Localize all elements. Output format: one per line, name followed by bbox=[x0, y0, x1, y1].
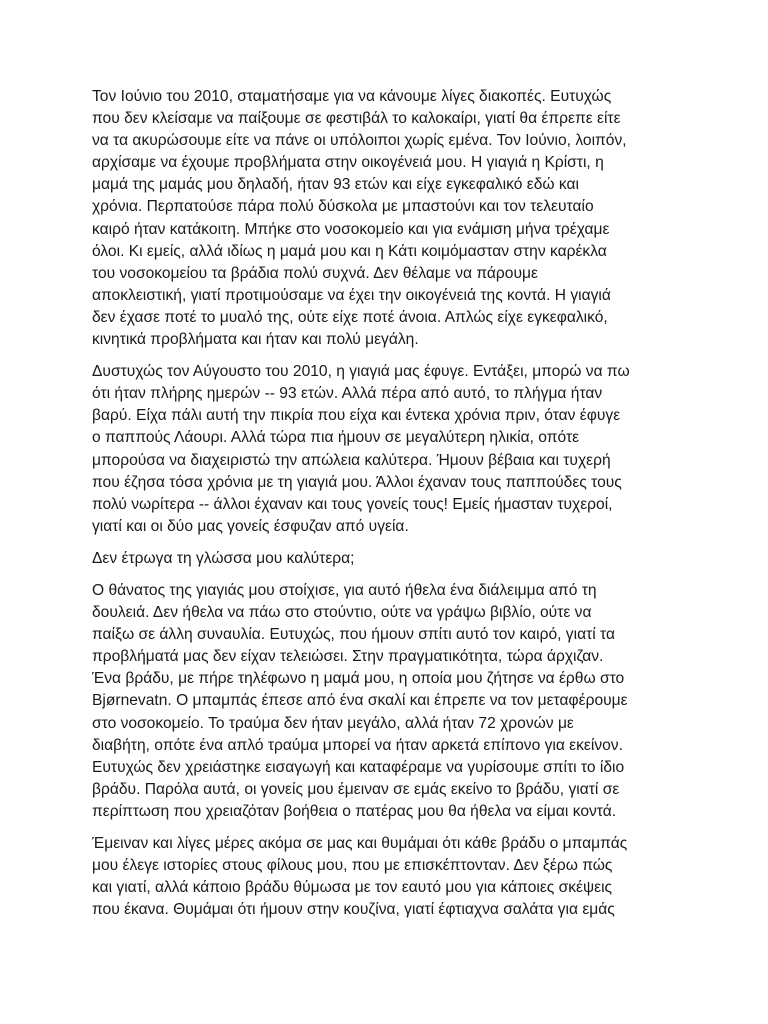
text-line: Ένα βράδυ, με πήρε τηλέφωνο η μαμά μου, η οποία μου ζήτησε να έρθω στο bbox=[92, 670, 625, 688]
text-line: καιρό ήταν κατάκοιτη. Μπήκε στο νοσοκομείο και για ενάμιση μήνα τρέχαμε bbox=[92, 220, 610, 238]
text-line: μαμά της μαμάς μου δηλαδή, ήταν 93 ετών και είχε εγκεφαλικό εδώ και bbox=[92, 176, 579, 194]
text-line: μου έλεγε ιστορίες στους φίλους μου, που με επισκέπτονταν. Δεν ξέρω πώς bbox=[92, 857, 613, 875]
text-line: που έζησα τόσα χρόνια με τη γιαγιά μου. Άλλοι έχαναν τους παππούδες τους bbox=[92, 473, 622, 491]
text-line: που δεν κλείσαμε να παίξουμε σε φεστιβάλ το καλοκαίρι, γιατί θα έπρεπε είτε bbox=[92, 110, 621, 128]
text-line: Τον Ιούνιο του 2010, σταματήσαμε για να κάνουμε λίγες διακοπές. Ευτυχώς bbox=[92, 88, 612, 105]
paragraph bbox=[92, 548, 682, 570]
text-line: περίπτωση που χρειαζόταν βοήθεια ο πατέρας μου θα ήθελα να είμαι κοντά. bbox=[92, 802, 617, 820]
text-line: βαρύ. Είχα πάλι αυτή την πικρία που είχα και έντεκα χρόνια πριν, όταν έφυγε bbox=[92, 407, 621, 425]
text-line: πολύ νωρίτερα -- άλλοι έχαναν και τους γονείς τους! Εμείς ήμασταν τυχεροί, bbox=[92, 495, 613, 513]
text-line: κινητικά προβλήματα και ήταν και πολύ μεγάλη. bbox=[92, 331, 419, 349]
text-line: βράδυ. Παρόλα αυτά, οι γονείς μου έμειναν σε εμάς εκείνο το βράδυ, γιατί σε bbox=[92, 780, 620, 798]
text-line: γιατί και οι δύο μας γονείς έσφυζαν από υγεία. bbox=[92, 517, 409, 535]
text-line: Bjørnevatn. Ο μπαμπάς έπεσε από ένα σκαλί και έπρεπε να τον μεταφέρουμε bbox=[92, 692, 628, 710]
paragraph bbox=[92, 580, 682, 823]
text-line: στο νοσοκομείο. Το τραύμα δεν ήταν μεγάλο, αλλά ήταν 72 χρονών με bbox=[92, 714, 574, 732]
text-line: να τα ακυρώσουμε είτε να πάνε οι υπόλοιποι χωρίς εμένα. Τον Ιούνιο, λοιπόν, bbox=[92, 132, 627, 150]
text-line: δουλειά. Δεν ήθελα να πάω στο στούντιο, ούτε να γράψω βιβλίο, ούτε να bbox=[92, 604, 592, 622]
text-line: Έμειναν και λίγες μέρες ακόμα σε μας και θυμάμαι ότι κάθε βράδυ ο μπαμπάς bbox=[92, 835, 628, 852]
text-line: παίξω σε άλλη συναυλία. Ευτυχώς, που ήμουν σπίτι αυτό τον καιρό, γιατί τα bbox=[92, 626, 615, 644]
text-line: αρχίσαμε να έχουμε προβλήματα στην οικογένειά μου. Η γιαγιά η Κρίστι, η bbox=[92, 154, 604, 172]
text-line: του νοσοκομείου τα βράδια πολύ συχνά. Δεν θέλαμε να πάρουμε bbox=[92, 264, 538, 282]
text-line: μπορούσα να διαχειριστώ την απώλεια καλύτερα. Ήμουν βέβαια και τυχερή bbox=[92, 451, 611, 469]
text-line: ο παππούς Λάουρι. Αλλά τώρα πια ήμουν σε μεγαλύτερη ηλικία, οπότε bbox=[92, 429, 580, 447]
text-line: που έκανα. Θυμάμαι ότι ήμουν στην κουζίνα, γιατί έφτιαχνα σαλάτα για εμάς bbox=[92, 901, 615, 919]
text-line: προβλήματά μας δεν είχαν τελειώσει. Στην πραγματικότητα, τώρα άρχιζαν. bbox=[92, 648, 604, 666]
text-line: και γιατί, αλλά κάποιο βράδυ θύμωσα με τον εαυτό μου για κάποιες σκέψεις bbox=[92, 879, 613, 897]
text-line: δεν έχασε ποτέ το μυαλό της, ούτε είχε ποτέ άνοια. Απλώς είχε εγκεφαλικό, bbox=[92, 308, 608, 326]
text-line: Ο θάνατος της γιαγιάς μου στοίχισε, για αυτό ήθελα ένα διάλειμμα από τη bbox=[92, 581, 597, 599]
text-line: χρόνια. Περπατούσε πάρα πολύ δύσκολα με μπαστούνι και τον τελευταίο bbox=[92, 198, 594, 216]
text-line: διαβήτη, οπότε ένα απλό τραύμα μπορεί να ήταν αρκετά επίπονο για εκείνον. bbox=[92, 736, 623, 754]
text-line: ότι ήταν πλήρης ημερών -- 93 ετών. Αλλά πέρα από αυτό, το πλήγμα ήταν bbox=[92, 385, 603, 403]
text-line: αποκλειστική, γιατί προτιμούσαμε να έχει την οικογένειά της κοντά. Η γιαγιά bbox=[92, 286, 611, 304]
paragraph bbox=[92, 361, 682, 538]
paragraph bbox=[92, 86, 682, 351]
text-line: Δυστυχώς τον Αύγουστο του 2010, η γιαγιά μας έφυγε. Εντάξει, μπορώ να πω bbox=[92, 363, 630, 381]
document-page bbox=[92, 86, 682, 931]
paragraph bbox=[92, 833, 682, 921]
text-line: Δεν έτρωγα τη γλώσσα μου καλύτερα; bbox=[92, 549, 355, 567]
text-line: Ευτυχώς δεν χρειάστηκε εισαγωγή και καταφέραμε να γυρίσουμε σπίτι το ίδιο bbox=[92, 758, 625, 776]
text-line: όλοι. Κι εμείς, αλλά ιδίως η μαμά μου και η Κάτι κοιμόμασταν στην καρέκλα bbox=[92, 242, 607, 260]
